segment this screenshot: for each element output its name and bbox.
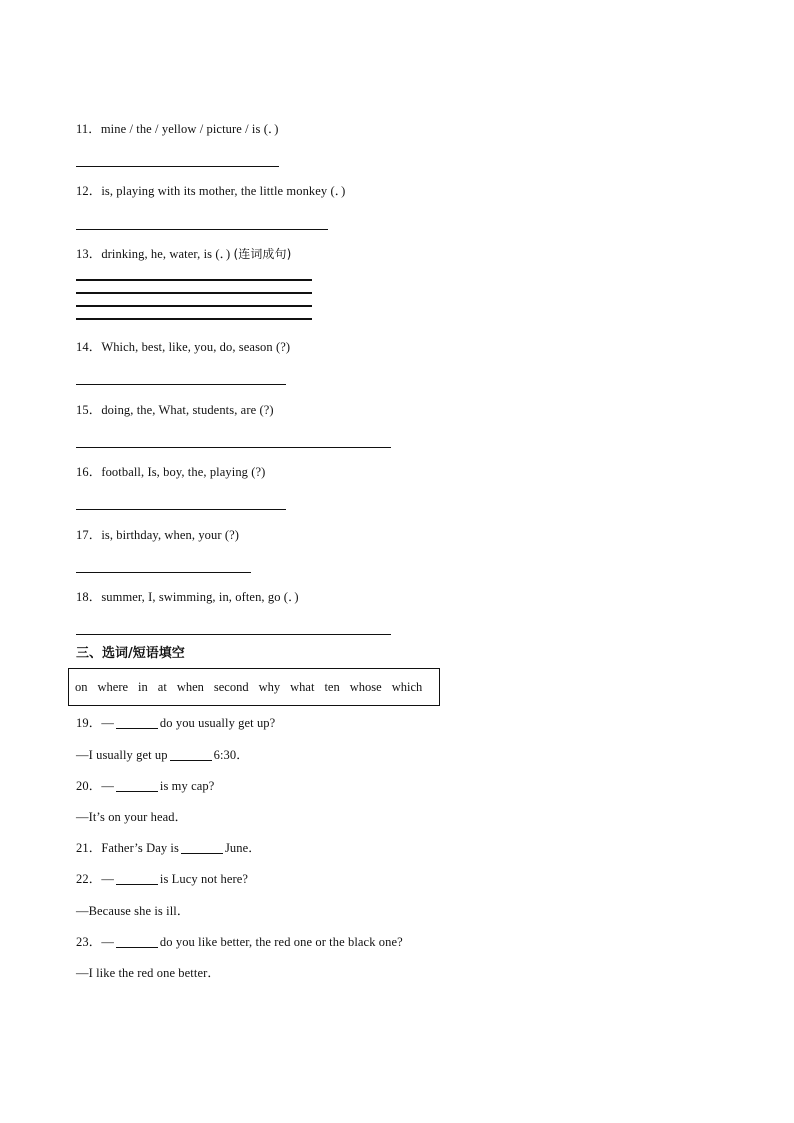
dash: — [101, 935, 114, 949]
question-16 [76, 464, 265, 480]
answer-text: 6:30． [213, 748, 249, 762]
question-19 [76, 715, 275, 731]
answer-text: —I usually get up [76, 748, 168, 762]
word-bank-item: when [176, 679, 204, 694]
question-number: 16． [76, 465, 102, 479]
question-number: 15． [76, 403, 102, 417]
question-11 [76, 121, 279, 137]
question-text: doing, the, What, students, are (?) [101, 403, 274, 417]
fill-blank[interactable] [170, 748, 212, 761]
question-12 [76, 183, 345, 199]
question-15 [76, 402, 274, 418]
writing-line-3[interactable] [76, 305, 312, 307]
writing-line-4[interactable] [76, 318, 312, 320]
question-number: 12． [76, 184, 102, 198]
dash: — [101, 872, 114, 886]
question-text: is, playing with its mother, the little monkey (．) [101, 184, 346, 198]
word-bank-item: whose [349, 679, 382, 694]
question-number: 13． [76, 247, 102, 261]
question-number: 18． [76, 590, 102, 604]
word-bank-item: where [97, 679, 129, 694]
word-bank-item: in [138, 679, 148, 694]
word-bank-item: ten [324, 679, 340, 694]
question-text: is, birthday, when, your (?) [101, 528, 240, 542]
dash: — [101, 779, 114, 793]
question-text: drinking, he, water, is (．) [101, 247, 234, 261]
question-text: mine / the / yellow / picture / is (．) [100, 122, 279, 136]
question-17 [76, 527, 239, 543]
section-title: 三、选词/短语填空 [76, 646, 185, 661]
question-number: 11． [76, 122, 101, 136]
question-text: June． [224, 841, 261, 855]
answer-line-15[interactable] [76, 447, 391, 448]
word-bank-item: which [391, 679, 423, 694]
question-number: 14． [76, 340, 102, 354]
answer-line-11[interactable] [76, 166, 279, 167]
fill-blank[interactable] [181, 841, 223, 854]
question-18 [76, 589, 299, 605]
question-number: 21． [76, 841, 102, 855]
word-bank [68, 668, 440, 706]
question-number: 23． [76, 935, 102, 949]
answer-line-18[interactable] [76, 634, 391, 635]
answer-20 [76, 809, 187, 825]
answer-line-17[interactable] [76, 572, 251, 573]
question-text: do you like better, the red one or the black one? [159, 935, 403, 949]
fill-blank[interactable] [116, 935, 158, 948]
answer-19 [76, 747, 249, 763]
dash: — [101, 716, 114, 730]
question-text: Father’s Day is [101, 841, 179, 855]
question-number: 17． [76, 528, 102, 542]
fill-blank[interactable] [116, 716, 158, 729]
question-text: Which, best, like, you, do, season (?) [101, 340, 291, 354]
question-text: football, Is, boy, the, playing (?) [101, 465, 266, 479]
question-number: 22． [76, 872, 102, 886]
word-bank-item: on [75, 679, 88, 694]
question-text: is my cap? [159, 779, 215, 793]
question-text: do you usually get up? [159, 716, 276, 730]
fill-blank[interactable] [116, 872, 158, 885]
writing-line-2[interactable] [76, 292, 312, 294]
answer-line-16[interactable] [76, 509, 286, 510]
word-bank-item: why [258, 679, 281, 694]
writing-line-1[interactable] [76, 279, 312, 281]
fill-blank[interactable] [116, 779, 158, 792]
question-text: summer, I, swimming, in, often, go (．) [101, 590, 299, 604]
question-21 [76, 840, 261, 856]
question-20 [76, 778, 214, 794]
word-bank-item: second [213, 679, 249, 694]
question-note: (连词成句) [233, 247, 292, 261]
answer-text: —Because she is ill． [76, 904, 190, 918]
question-14 [76, 339, 290, 355]
question-13 [76, 246, 291, 262]
question-number: 20． [76, 779, 102, 793]
question-text: is Lucy not here? [159, 872, 249, 886]
question-number: 19． [76, 716, 102, 730]
question-22 [76, 871, 248, 887]
answer-line-12[interactable] [76, 229, 328, 230]
answer-line-14[interactable] [76, 384, 286, 385]
answer-22 [76, 903, 189, 919]
answer-text: —It’s on your head． [76, 810, 188, 824]
word-bank-item: what [290, 679, 315, 694]
word-bank-item: at [157, 679, 167, 694]
answer-23 [76, 965, 220, 981]
answer-text: —I like the red one better． [76, 966, 220, 980]
question-23 [76, 934, 403, 950]
